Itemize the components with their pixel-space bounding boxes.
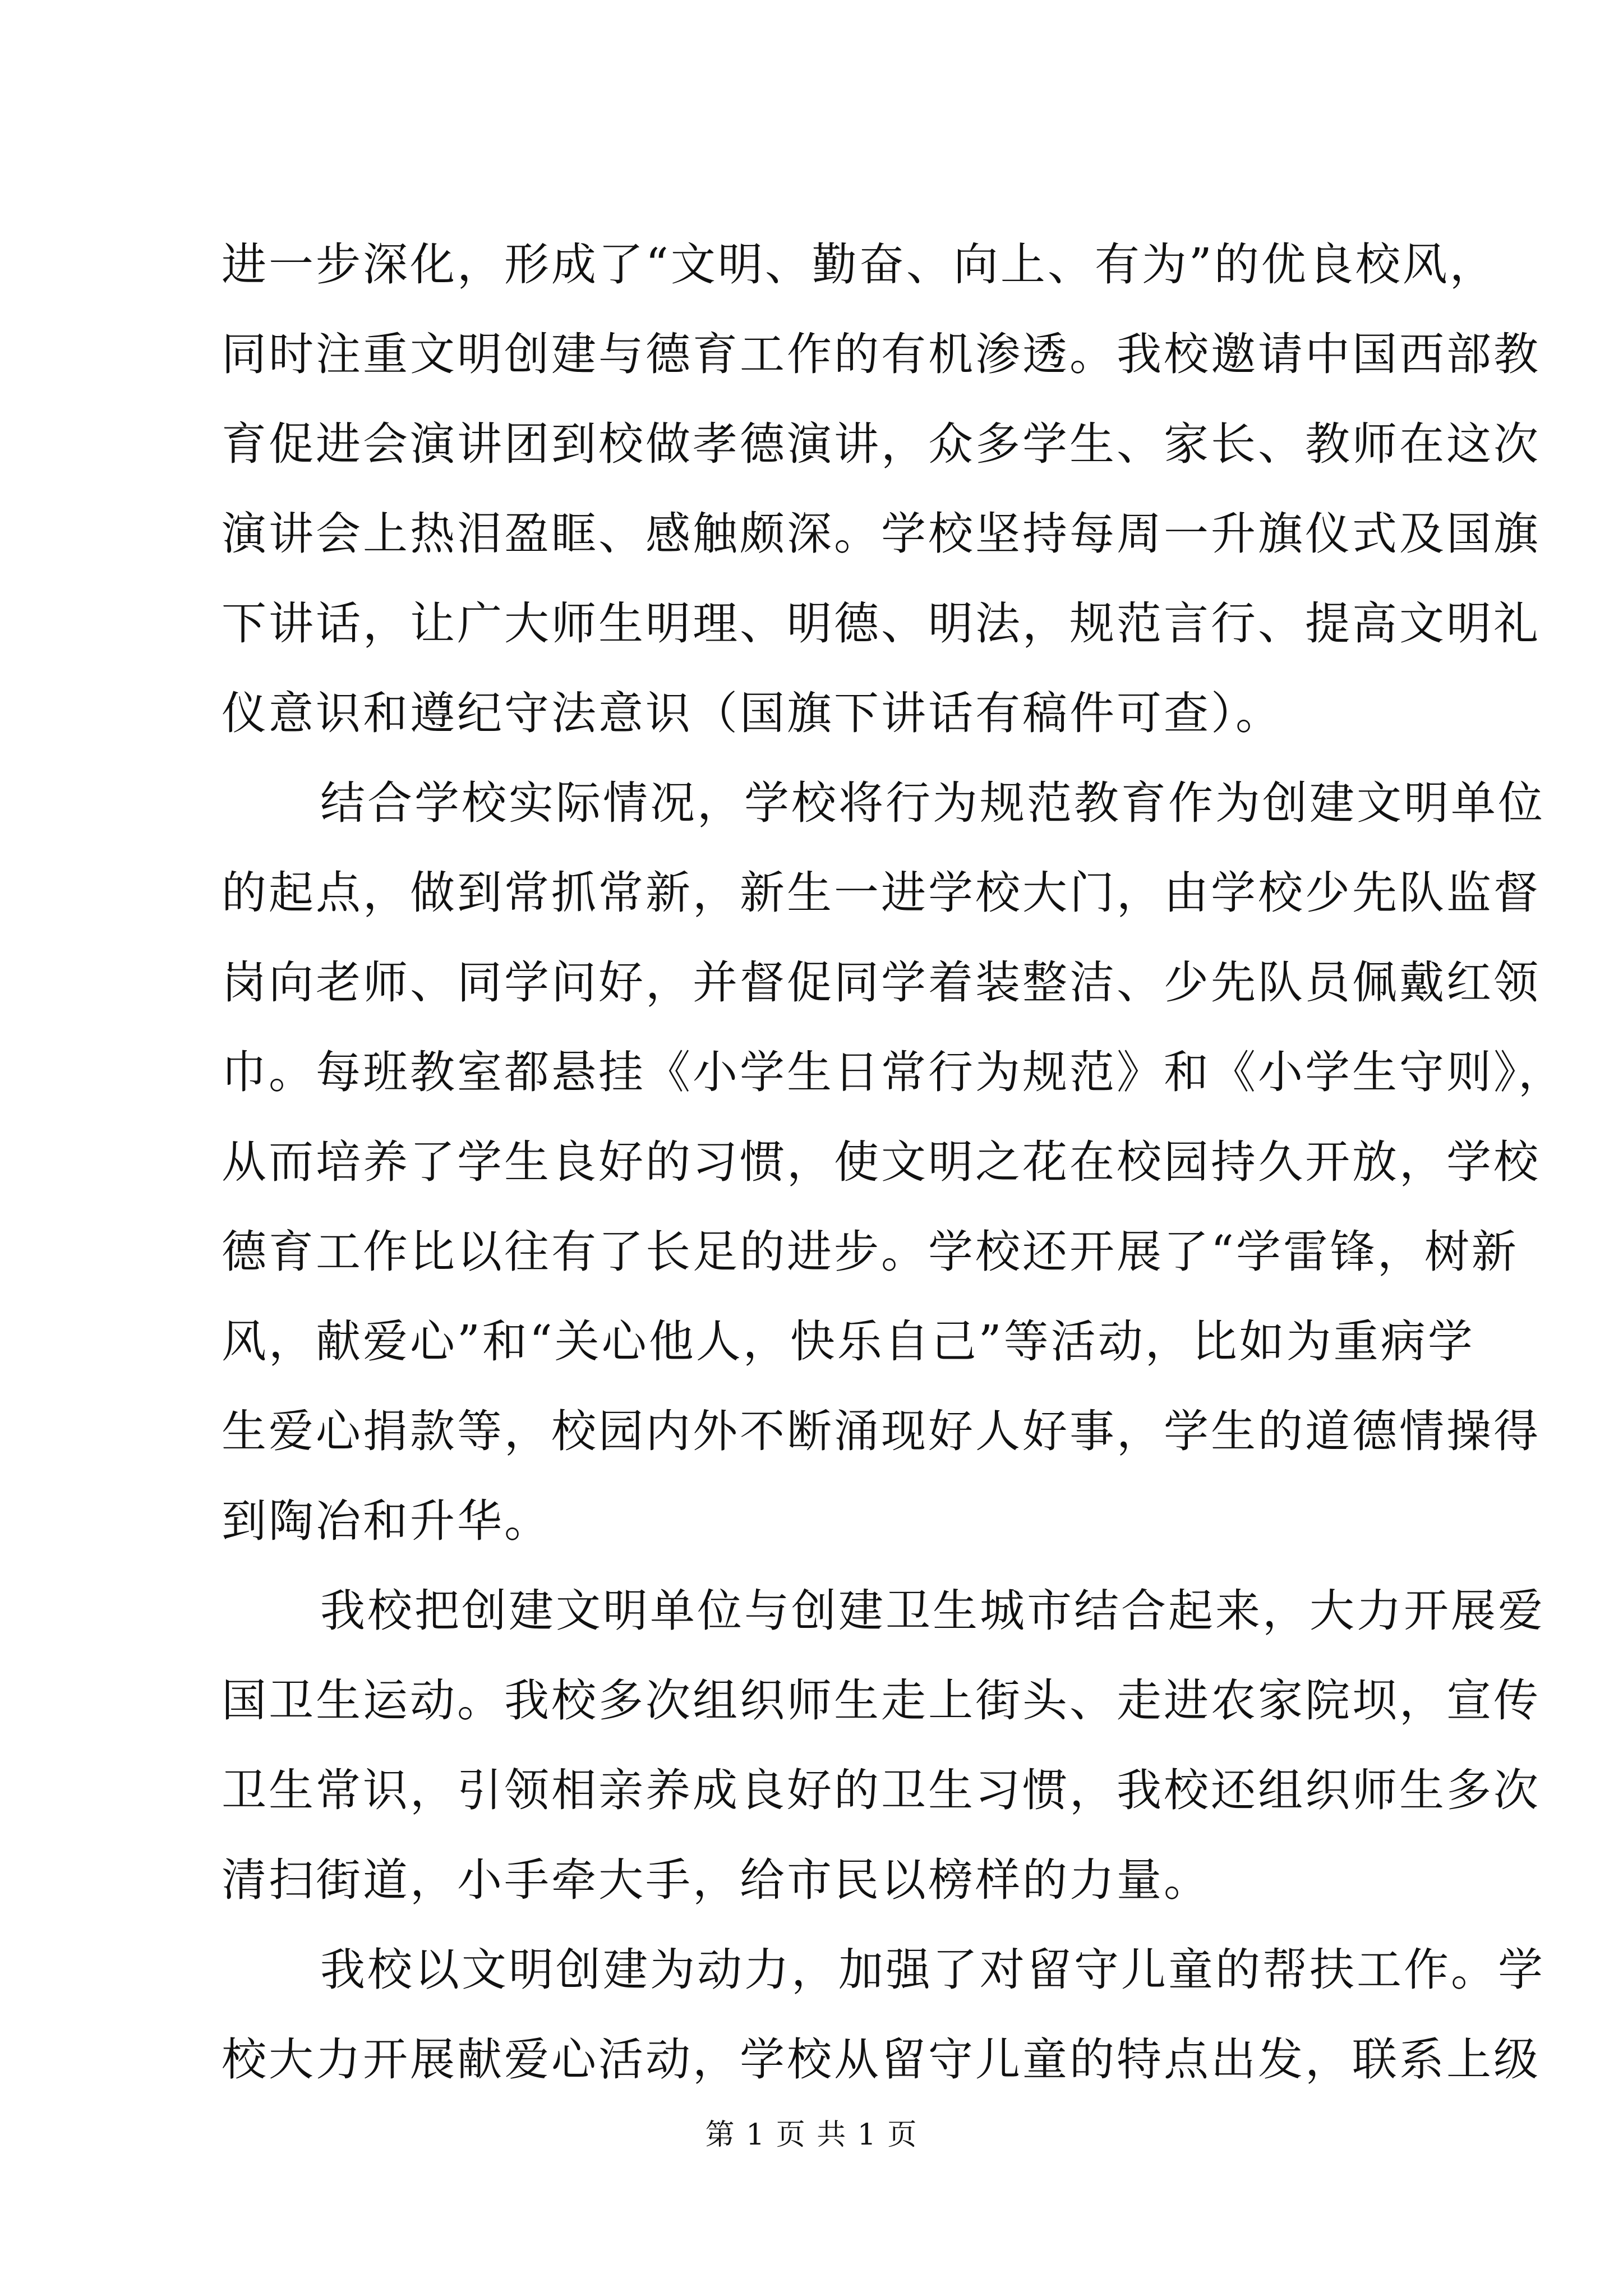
text-line: 育促进会演讲团到校做孝德演讲，众多学生、家长、教师在这次 <box>222 418 1541 470</box>
text-line: 演讲会上热泪盈眶、感触颇深。学校坚持每周一升旗仪式及国旗 <box>222 508 1541 560</box>
paragraph-2 <box>222 758 1565 1566</box>
paragraph-3 <box>222 1566 1545 1925</box>
text-line: 国卫生运动。我校多次组织师生走上街头、走进农家院坝，宣传 <box>222 1674 1541 1727</box>
text-line: 我校以文明创建为动力，加强了对留守儿童的帮扶工作。学 <box>320 1944 1545 1996</box>
text-line: 的起点，做到常抓常新，新生一进学校大门，由学校少先队监督 <box>222 867 1541 919</box>
text-line: 同时注重文明创建与德育工作的有机渗透。我校邀请中国西部教 <box>222 328 1541 380</box>
text-line: 结合学校实际情况，学校将行为规范教育作为创建文明单位 <box>320 777 1545 829</box>
text-line: 卫生常识，引领相亲养成良好的卫生习惯，我校还组织师生多次 <box>222 1764 1541 1816</box>
text-line: 生爱心捐款等，校园内外不断涌现好人好事，学生的道德情操得 <box>222 1405 1541 1457</box>
text-line: 德育工作比以往有了长足的进步。学校还开展了“学雷锋，树新 <box>222 1226 1519 1278</box>
text-line: 仪意识和遵纪守法意识（国旗下讲话有稿件可查）。 <box>222 687 1283 739</box>
text-line: 进一步深化，形成了“文明、勤奋、向上、有为”的优良校风， <box>222 238 1497 291</box>
text-line: 巾。每班教室都悬挂《小学生日常行为规范》和《小学生守则》， <box>222 1046 1565 1098</box>
page-footer: 第 1 页 共 1 页 <box>705 2118 918 2152</box>
paragraph-1 <box>222 220 1541 758</box>
text-line: 从而培养了学生良好的习惯，使文明之花在校园持久开放，学校 <box>222 1136 1541 1188</box>
document-body <box>222 220 1565 2105</box>
text-line: 校大力开展献爱心活动，学校从留守儿童的特点出发，联系上级 <box>222 2033 1541 2086</box>
text-line: 风，献爱心”和“关心他人，快乐自己”等活动，比如为重病学 <box>222 1315 1475 1368</box>
text-line: 到陶冶和升华。 <box>222 1495 551 1547</box>
text-line: 清扫街道，小手牵大手，给市民以榜样的力量。 <box>222 1854 1211 1906</box>
text-line: 岗向老师、同学问好，并督促同学着装整洁、少先队员佩戴红领 <box>222 956 1541 1009</box>
paragraph-4 <box>222 1925 1545 2105</box>
text-line: 我校把创建文明单位与创建卫生城市结合起来，大力开展爱 <box>320 1585 1545 1637</box>
text-line: 下讲话，让广大师生明理、明德、明法，规范言行、提高文明礼 <box>222 597 1541 650</box>
